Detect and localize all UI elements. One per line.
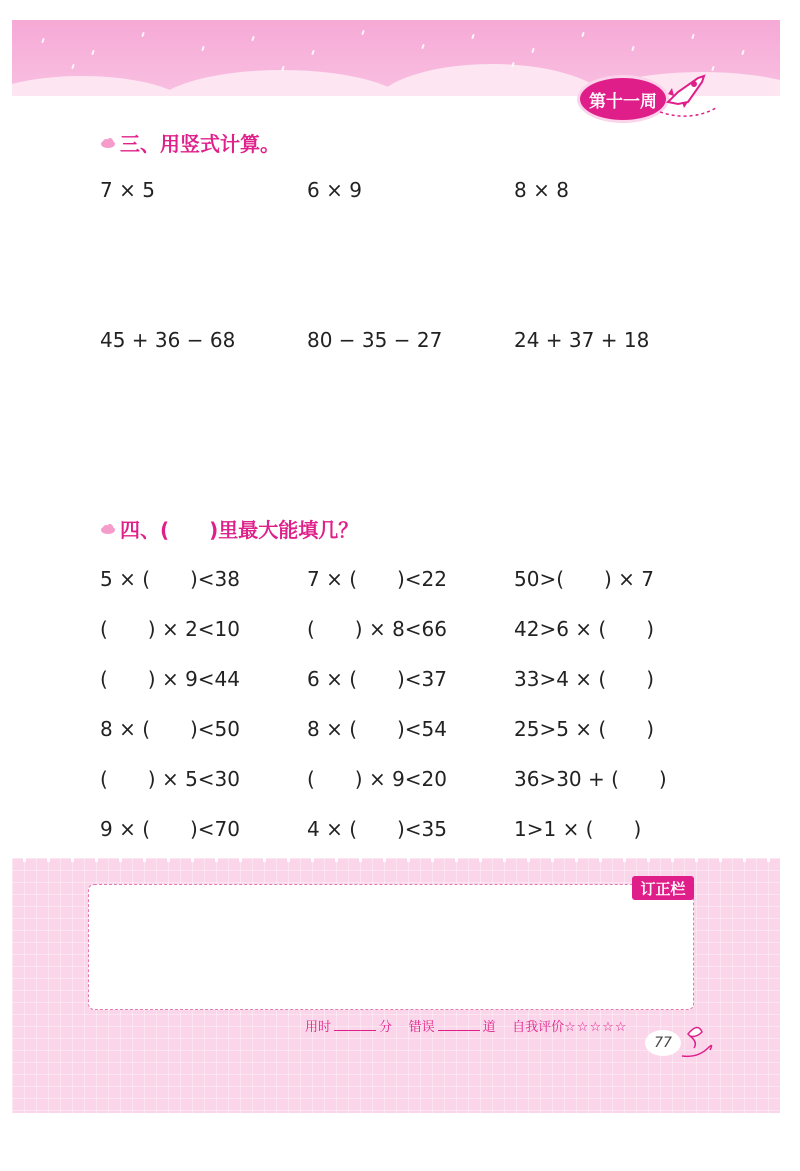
calc-problem: 7 × 5: [100, 178, 155, 202]
time-blank[interactable]: [334, 1029, 376, 1031]
fill-problem: ( ) × 2<10: [100, 617, 241, 641]
error-label: 错误: [408, 1020, 435, 1035]
error-blank[interactable]: [438, 1029, 480, 1031]
cloud-bullet-icon: [100, 523, 116, 535]
calc-problem: 6 × 9: [307, 178, 362, 202]
section-3-title: [100, 128, 280, 157]
fill-problem: 50>( ) × 7: [514, 567, 655, 591]
page-number: 77: [645, 1030, 681, 1056]
fill-problem: 25>5 × ( ): [514, 717, 655, 741]
fill-problem: 6 × ( )<37: [307, 667, 448, 691]
fill-problem: 9 × ( )<70: [100, 817, 241, 841]
stats-line: [305, 1016, 627, 1035]
calc-problem: 8 × 8: [514, 178, 569, 202]
error-unit: 道: [482, 1020, 496, 1035]
week-label: 第十一周: [589, 91, 657, 112]
self-eval-label: 自我评价: [512, 1020, 565, 1035]
fill-problem: 33>4 × ( ): [514, 667, 655, 691]
butterfly-icon: [668, 1020, 718, 1062]
section-4-title-text: 四、( )里最大能填几？: [120, 518, 359, 542]
fill-problem: 8 × ( )<54: [307, 717, 448, 741]
fill-problem: 4 × ( )<35: [307, 817, 448, 841]
time-unit: 分: [379, 1020, 393, 1035]
calc-problem: 24 + 37 + 18: [514, 328, 650, 352]
fill-problem: 1>1 × ( ): [514, 817, 642, 841]
week-badge: [580, 78, 666, 120]
rating-stars[interactable]: ☆☆☆☆☆: [564, 1020, 628, 1035]
calc-problem: 80 − 35 − 27: [307, 328, 443, 352]
fill-problem: ( ) × 8<66: [307, 617, 448, 641]
correction-label: 订正栏: [632, 876, 694, 900]
fill-problem: 5 × ( )<38: [100, 567, 241, 591]
fill-problem: ( ) × 9<20: [307, 767, 448, 791]
correction-box[interactable]: [88, 884, 694, 1010]
fill-problem: 36>30 + ( ): [514, 767, 667, 791]
fill-problem: ( ) × 9<44: [100, 667, 241, 691]
fill-problem: ( ) × 5<30: [100, 767, 241, 791]
fill-problem: 7 × ( )<22: [307, 567, 448, 591]
calc-problem: 45 + 36 − 68: [100, 328, 236, 352]
section-4-title: [100, 514, 358, 543]
perforation: [12, 856, 780, 862]
rocket-trail-icon: [660, 102, 720, 122]
time-label: 用时: [305, 1020, 332, 1035]
cloud-bullet-icon: [100, 137, 116, 149]
fill-problem: 42>6 × ( ): [514, 617, 655, 641]
fill-problem: 8 × ( )<50: [100, 717, 241, 741]
section-3-title-text: 三、用竖式计算。: [120, 132, 280, 156]
